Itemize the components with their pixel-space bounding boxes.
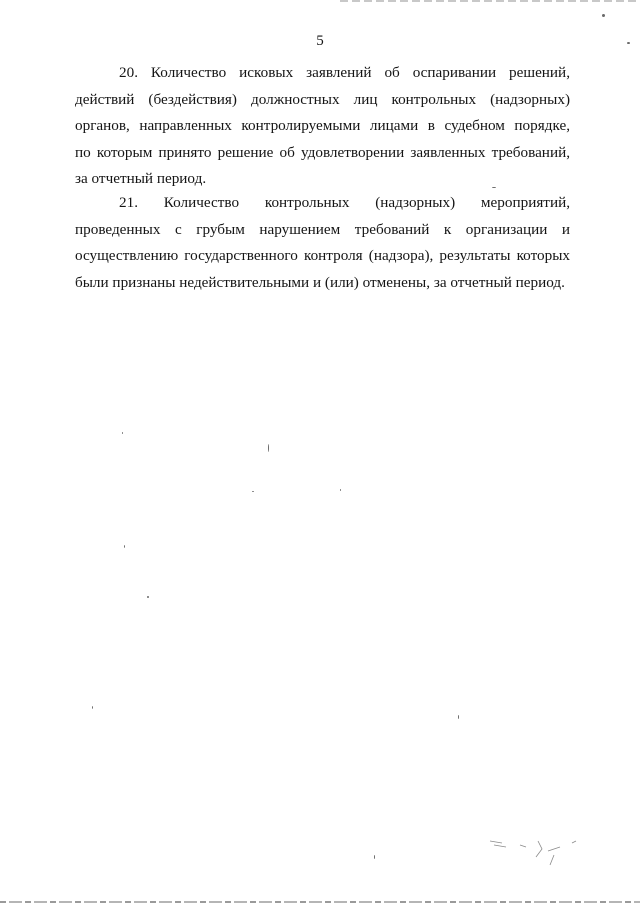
paragraph-line: по которым принято решение об удовлетворении заявленных требований, <box>75 143 570 161</box>
scan-speck <box>268 444 269 452</box>
paragraph-item-21 <box>75 190 570 296</box>
paragraph-line: осуществлению государственного контроля (надзора), результаты которых <box>75 247 570 264</box>
scan-edge-bottom <box>0 901 640 903</box>
scan-speck <box>147 596 149 598</box>
scan-speck <box>122 432 123 434</box>
scan-speck <box>627 42 630 44</box>
paragraph-line: проведенных с грубым нарушением требований к организации и <box>75 220 570 238</box>
paragraph-line: за отчетный период. <box>75 170 207 187</box>
paragraph-line: 20. Количество исковых заявлений об оспаривании решений, <box>119 64 570 81</box>
paragraph-line: органов, направленных контролируемыми лицами в судебном порядке, <box>75 117 570 134</box>
scan-speck <box>492 187 496 188</box>
scan-speck <box>92 706 93 709</box>
scan-edge-top <box>340 0 640 2</box>
scan-speck <box>340 489 341 491</box>
scan-speck <box>252 491 254 492</box>
scan-speck <box>458 715 459 719</box>
scan-speck <box>124 545 125 548</box>
paragraph-line: действий (бездействия) должностных лиц контрольных (надзорных) <box>75 90 570 108</box>
paragraph-item-20 <box>75 60 570 193</box>
paragraph-line: 21. Количество контрольных (надзорных) мероприятий, <box>119 194 570 211</box>
page-number: 5 <box>316 33 324 49</box>
scan-marks <box>480 835 590 875</box>
scan-speck <box>602 14 605 17</box>
paragraph-line: были признаны недействительными и (или) отменены, за отчетный период. <box>75 273 565 291</box>
scan-speck <box>374 855 375 859</box>
